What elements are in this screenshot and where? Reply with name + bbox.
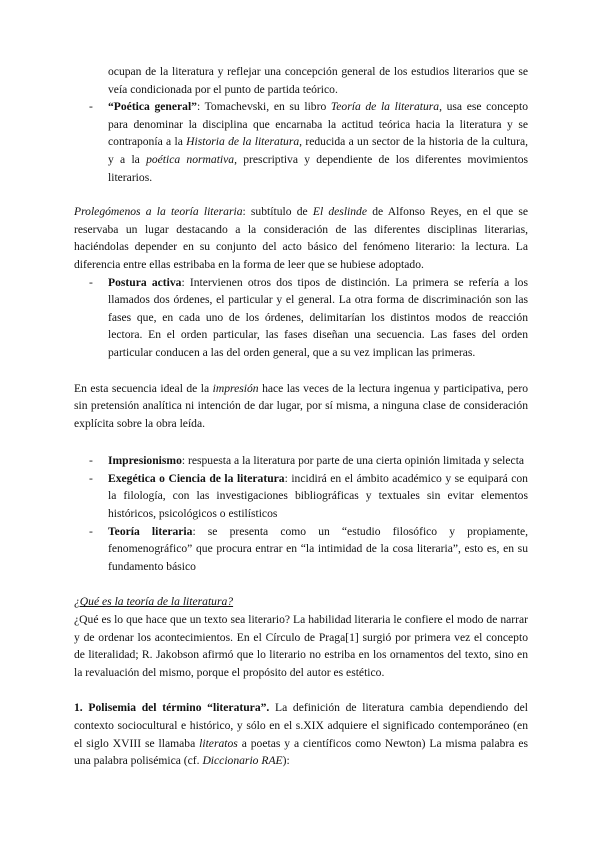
historia-term: Historia de la literatura xyxy=(186,135,300,149)
que-es-paragraph: ¿Qué es lo que hace que un texto sea literario? La habilidad literaria le confiere el modo de narrar y de ordenar los acontecimientos. En el Círculo de Praga[1] surgió por primera vez el concepto de literalidad; R. Jakobson afirmó que lo literario no estriba en los ornamentos del texto, sino en la revaluación del mismo, porque el propósito del autor es estético. xyxy=(74,613,528,679)
polisemia-paragraph: 1. Polisemia del término “literatura”. La definición de literatura cambia dependiendo del contexto sociocultural e histórico, y sólo en el s.XIX adquiere el significado contemporáneo (en el siglo XVIII se llamaba literatos a poetas y a científicos como Newton) La misma palabra es una palabra polisémica (cf. Diccionario RAE): xyxy=(74,701,528,768)
book-title: Teoría de la literatura xyxy=(330,100,440,114)
diccionario-term: Diccionario RAE xyxy=(202,754,283,768)
list-item: - Exegética o Ciencia de la literatura: incidirá en el ámbito académico y se equipará con la filología, con las investigaciones bibliográficas y textuales sin evitar elementos históricos, psicológicos o estilísticos xyxy=(74,470,528,523)
list-item: - Impresionismo: respuesta a la literatura por parte de una cierta opinión limitada y selecta xyxy=(74,452,528,470)
secuencia-paragraph: En esta secuencia ideal de la impresión hace las veces de la lectura ingenua y participativa, pero sin pretensión analítica ni intención de dar lugar, por sí misma, a ninguna clase de consideración explícita sobre la obra leída. xyxy=(74,381,528,430)
postura-list xyxy=(74,274,528,362)
poetica-term: “Poética general” xyxy=(108,100,197,114)
que-es-heading: ¿Qué es la teoría de la literatura? xyxy=(74,595,234,609)
normativa-term: poética normativa xyxy=(146,152,235,166)
impresion-term: impresión xyxy=(212,381,259,395)
disciplines-list xyxy=(74,452,528,575)
postura-term: Postura activa xyxy=(108,275,182,289)
document-body xyxy=(74,63,528,770)
prolegomenos-title: Prolegómenos a la teoría literaria xyxy=(74,205,243,219)
postura-item: - Postura activa: Intervienen otros dos tipos de distinción. La primera se refería a los llamados dos órdenes, el particular y el general. La otra forma de discriminación son las fases que, en cada uno de los órdenes, delimitarían los distintos modos de reacción lectora. En el orden particular, las fases diseñan una secuencia. Las fases del orden particular conducen a las del orden general, que a su vez implican las primeras. xyxy=(74,274,528,362)
poetica-list xyxy=(74,98,528,186)
poetica-item: - “Poética general”: Tomachevski, en su libro Teoría de la literatura, usa ese concepto para denominar la disciplina que encarnaba la actitud teórica hacia la literatura y se contraponía a la Historia de la literatura, reducida a un sector de la historia de la cultura, y a la poética normativa, prescriptiva y dependiente de los diferentes movimientos literarios. xyxy=(74,98,528,186)
prolegomenos-paragraph: Prolegómenos a la teoría literaria: subtítulo de El deslinde de Alfonso Reyes, en el que se reservaba un lugar destacando a la consideración de las diferentes disciplinas literarias, haciéndolas depender en su conjunto del acto básico del fenómeno literario: la lectura. La diferencia entre ellas estribaba en la forma de leer que se hubiese adoptado. xyxy=(74,205,528,271)
literatos-term: literatos xyxy=(199,736,238,750)
deslinde-title: El deslinde xyxy=(312,205,367,219)
polisemia-heading: 1. Polisemia del término “literatura”. xyxy=(74,701,270,715)
intro-continuation: ocupan de la literatura y reflejar una concepción general de los estudios literarios que se veía condicionada por el punto de partida teórico. xyxy=(108,65,528,96)
list-item: - Teoría literaria: se presenta como un “estudio filosófico y propiamente, fenomenográfico” que procura entrar en “la intimidad de la cosa literaria”, esto es, en su fundamento básico xyxy=(74,523,528,576)
